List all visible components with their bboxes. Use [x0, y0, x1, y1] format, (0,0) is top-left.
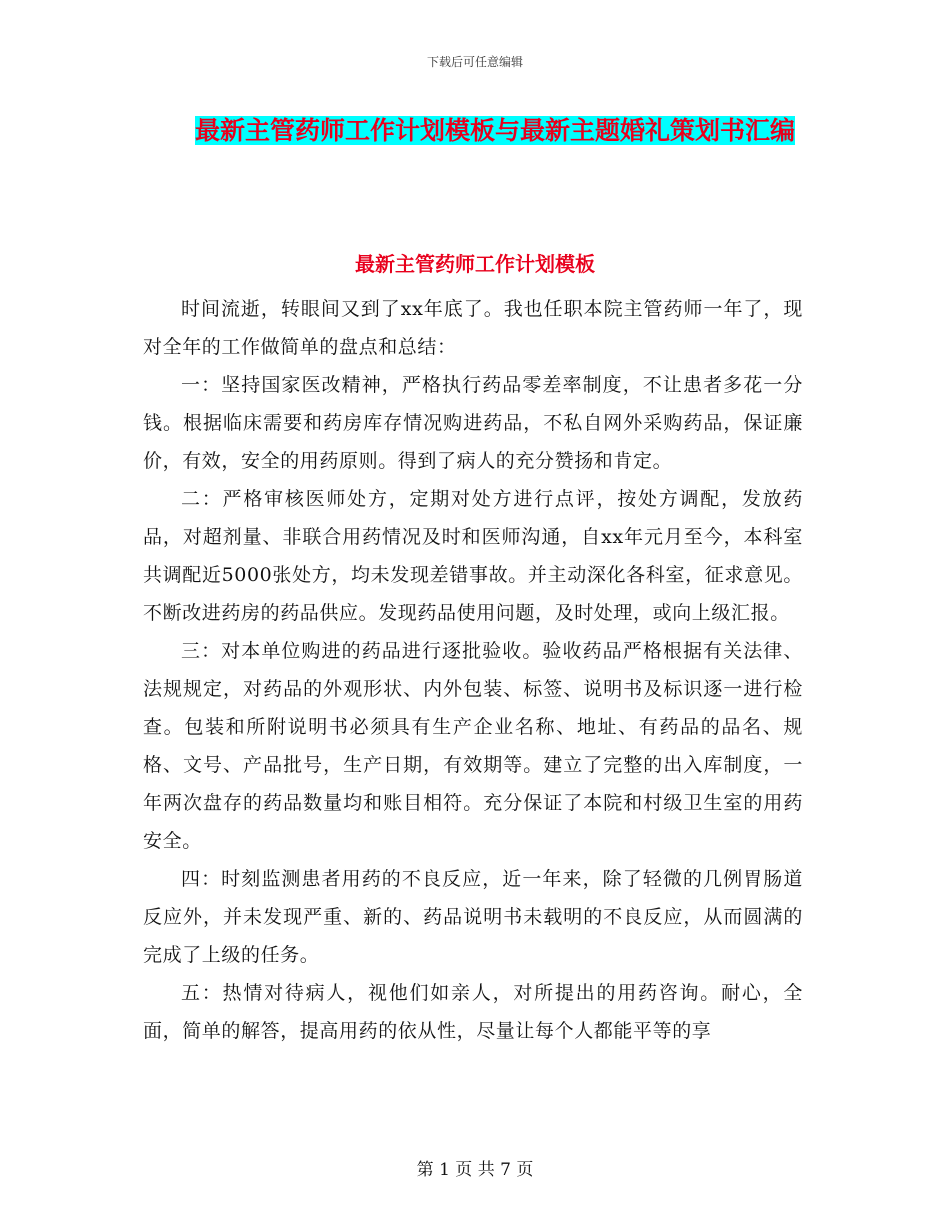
- header-note: 下载后可任意编辑: [426, 55, 523, 69]
- page-number-footer: 第 1 页 共 7 页: [416, 1160, 534, 1180]
- paragraph: 时间流逝，转眼间又到了xx年底了。我也任职本院主管药师一年了，现对全年的工作做简单的盘点和总结：: [143, 298, 803, 358]
- paragraph: 一：坚持国家医改精神，严格执行药品零差率制度，不让患者多花一分钱。根据临床需要和药房库存情况购进药品，不私自网外采购药品，保证廉价，有效，安全的用药原则。得到了病人的充分赞扬和肯定。: [143, 374, 803, 472]
- paragraph: 三：对本单位购进的药品进行逐批验收。验收药品严格根据有关法律、法规规定，对药品的外观形状、内外包装、标签、说明书及标识逐一进行检查。包装和所附说明书必须具有生产企业名称、地址、有药品的品名、规格、文号、产品批号，生产日期，有效期等。建立了完整的出入库制度，一年两次盘存的药品数量均和账目相符。充分保证了本院和村级卫生室的用药安全。: [143, 640, 803, 852]
- document-body: [143, 290, 803, 1050]
- paragraph: 四：时刻监测患者用药的不良反应，近一年来，除了轻微的几例胃肠道反应外，并未发现严重、新的、药品说明书未载明的不良反应，从而圆满的完成了上级的任务。: [143, 868, 803, 966]
- paragraph: 五：热情对待病人，视他们如亲人，对所提出的用药咨询。耐心，全面，简单的解答，提高用药的依从性，尽量让每个人都能平等的享: [143, 982, 803, 1042]
- section-title: 最新主管药师工作计划模板: [355, 252, 595, 276]
- document-title: [170, 110, 820, 152]
- document-title-text: 最新主管药师工作计划模板与最新主题婚礼策划书汇编: [194, 116, 795, 145]
- paragraph: 二：严格审核医师处方，定期对处方进行点评，按处方调配，发放药品，对超剂量、非联合用药情况及时和医师沟通，自xx年元月至今，本科室共调配近5000张处方，均未发现差错事故。并主动深化各科室，征求意见。不断改进药房的药品供应。发现药品使用问题，及时处理，或向上级汇报。: [143, 488, 803, 624]
